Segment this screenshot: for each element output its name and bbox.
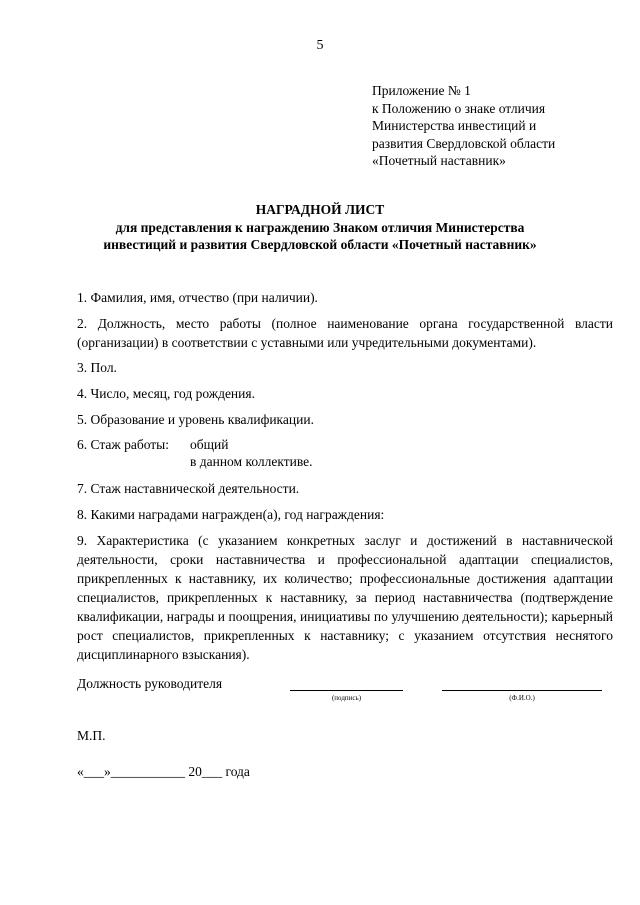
- page-number: 5: [316, 38, 324, 53]
- item-education: 5. Образование и уровень квалификации.: [77, 412, 314, 427]
- item-mentoring-experience: 7. Стаж наставнической деятельности.: [77, 481, 300, 496]
- item-full-name: 1. Фамилия, имя, отчество (при наличии).: [77, 290, 318, 305]
- appendix-reference: [372, 82, 555, 170]
- appendix-line: к Положению о знаке отличия: [372, 100, 546, 116]
- title-subtitle-line: для представления к награждению Знаком отличия Министерства: [115, 219, 525, 235]
- date-line: «___»___________ 20___ года: [77, 764, 250, 779]
- manager-position-label: Должность руководителя: [77, 676, 223, 691]
- name-line: [442, 690, 602, 691]
- document-title: [0, 201, 640, 254]
- appendix-line: Министерства инвестиций и: [372, 118, 537, 133]
- appendix-line: Приложение № 1: [372, 83, 471, 98]
- name-caption: (Ф.И.О.): [509, 694, 535, 702]
- item-gender: 3. Пол.: [77, 360, 117, 375]
- signature-line: [290, 690, 403, 691]
- work-experience-collective: в данном коллективе.: [190, 454, 313, 469]
- signature-row: [77, 676, 617, 710]
- item-characteristics: 9. Характеристика (с указанием конкретных заслуг и достижений в наставнической деятельности, сроки наставничества и профессиональной адаптации специалистов, прикрепленных к наставнику, их количество; профессиональные достижения адаптации специалистов, прикрепленных к наставнику, за период наставничества (подтверждение квалификации, награды и поощрения, инициативы по улучшению деятельности); карьерный рост специалистов, прикрепленных к наставнику; с указанием отсутствия неснятого дисциплинарного взыскания).: [77, 533, 613, 662]
- stamp-label: М.П.: [77, 728, 106, 743]
- item-position: 2. Должность, место работы (полное наименование органа государственной власти (организации) в соответствии с уставными или учредительными документами).: [77, 316, 613, 350]
- signature-caption: (подпись): [331, 694, 362, 702]
- title-subtitle-line: инвестиций и развития Свердловской области «Почетный наставник»: [103, 237, 537, 252]
- item-awards: 8. Какими наградами награжден(а), год награждения:: [77, 507, 385, 522]
- appendix-line: развития Свердловской области: [372, 135, 556, 151]
- work-experience-general: общий: [190, 437, 229, 452]
- form-items: [77, 288, 613, 670]
- item-birth-date: 4. Число, месяц, год рождения.: [77, 386, 255, 401]
- appendix-line: «Почетный наставник»: [372, 153, 506, 168]
- title-main: НАГРАДНОЙ ЛИСТ: [255, 202, 385, 217]
- work-experience-label: 6. Стаж работы:: [77, 437, 169, 452]
- item-work-experience: [77, 436, 613, 470]
